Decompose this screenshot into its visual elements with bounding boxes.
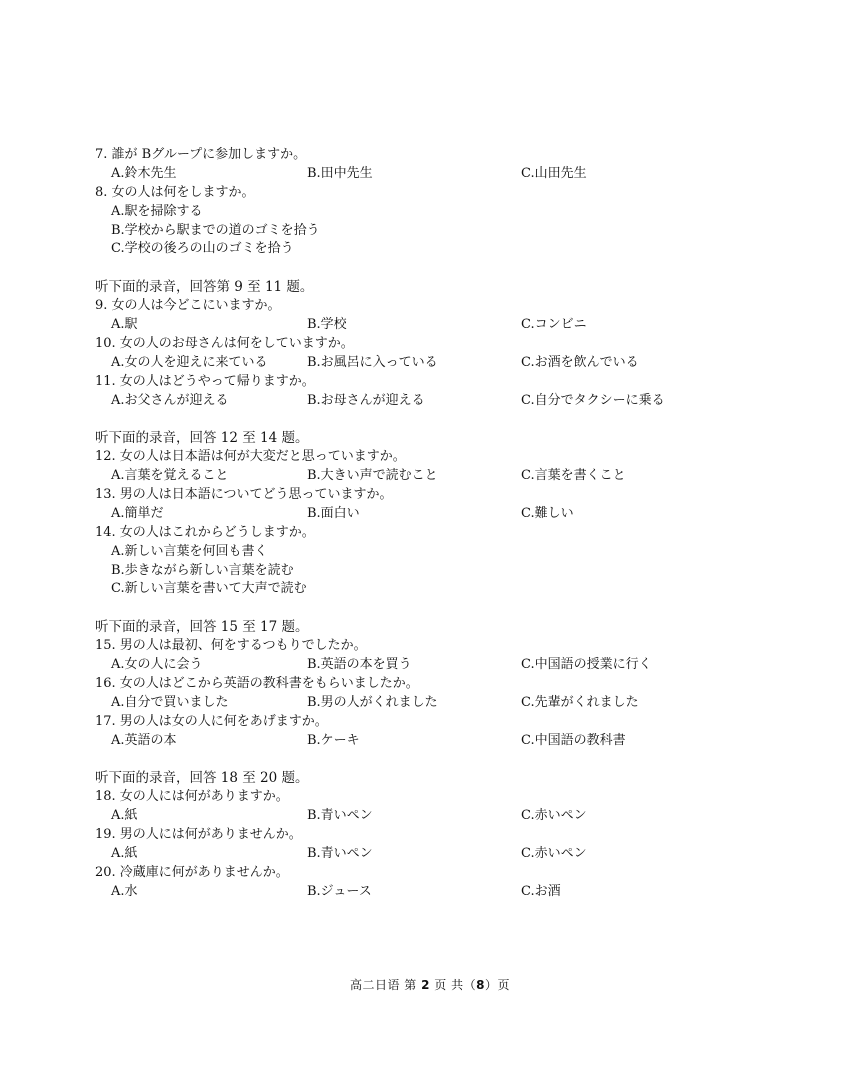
option-c: C.山田先生 (521, 165, 587, 181)
options-12 (95, 467, 795, 486)
options-18 (95, 807, 795, 826)
option-a: A.簡単だ (111, 505, 164, 521)
option-a: A.紙 (111, 845, 138, 861)
question-7: 7. 誰が Bグループに参加しますか。 (95, 147, 307, 162)
option-a: A.言葉を覚えること (111, 468, 229, 484)
option-c: C.赤いペン (521, 845, 587, 861)
option-a: A.駅を掃除する (111, 203, 203, 219)
option-c: C.新しい言葉を書いて大声で読む (111, 581, 307, 597)
option-c: C.中国語の授業に行く (521, 657, 652, 673)
question-13: 13. 男の人は日本語についてどう思っていますか。 (95, 487, 393, 503)
question-15: 15. 男の人は最初、何をするつもりでしたか。 (95, 638, 367, 654)
options-16 (95, 694, 795, 713)
spacer (95, 259, 795, 278)
options-9 (95, 316, 795, 335)
spacer (95, 599, 795, 618)
question-14: 14. 女の人はこれからどうしますか。 (95, 524, 315, 540)
option-c: C.学校の後ろの山のゴミを拾う (111, 241, 294, 257)
question-16: 16. 女の人はどこから英語の教科書をもらいましたか。 (95, 675, 419, 691)
option-c: C.お酒を飲んでいる (521, 354, 639, 370)
options-19 (95, 845, 795, 864)
page-number: 2 (421, 978, 430, 992)
section-heading: 听下面的录音，回答第 9 至 11 题。 (95, 279, 314, 296)
options-13 (95, 505, 795, 524)
option-b: B.ジュース (307, 883, 372, 899)
option-b: B.学校から駅までの道のゴミを拾う (111, 222, 320, 238)
question-20: 20. 冷蔵庫に何がありませんか。 (95, 864, 289, 880)
option-a: A.駅 (111, 317, 138, 333)
section-heading: 听下面的录音，回答 15 至 17 题。 (95, 619, 309, 636)
question-10: 10. 女の人のお母さんは何をしていますか。 (95, 335, 354, 351)
option-b: B.お風呂に入っている (307, 354, 438, 370)
options-10 (95, 354, 795, 373)
option-c: C.自分でタクシーに乗る (521, 392, 665, 408)
question-8: 8. 女の人は何をしますか。 (95, 184, 255, 200)
options-17 (95, 732, 795, 751)
question-19: 19. 男の人には何がありませんか。 (95, 827, 302, 843)
option-a: A.自分で買いました (111, 694, 229, 710)
option-b: B.田中先生 (307, 165, 373, 181)
option-b: B.大きい声で読むこと (307, 468, 438, 484)
option-b: B.男の人がくれました (307, 694, 438, 710)
options-7 (95, 165, 795, 184)
options-20 (95, 883, 795, 902)
page-footer (0, 976, 860, 993)
question-11: 11. 女の人はどうやって帰りますか。 (95, 373, 315, 389)
option-b: B.学校 (307, 317, 347, 333)
option-c: C.赤いペン (521, 808, 587, 824)
option-b: B.歩きながら新しい言葉を読む (111, 562, 294, 578)
option-b: B.お母さんが迎える (307, 392, 425, 408)
option-a: A.新しい言葉を何回も書く (111, 543, 268, 559)
option-c: C.お酒 (521, 883, 561, 899)
section-heading: 听下面的录音，回答 18 至 20 题。 (95, 770, 309, 787)
option-c: C.コンビニ (521, 317, 587, 333)
option-a: A.お父さんが迎える (111, 392, 229, 408)
option-a: A.水 (111, 883, 138, 899)
footer-suffix: ）页 (484, 978, 510, 992)
option-a: A.女の人を迎えに来ている (111, 354, 268, 370)
option-b: B.ケーキ (307, 732, 360, 748)
options-15 (95, 656, 795, 675)
option-c: C.先輩がくれました (521, 694, 639, 710)
option-c: C.中国語の教科書 (521, 732, 626, 748)
total-pages: 8 (476, 978, 485, 992)
option-a: A.紙 (111, 808, 138, 824)
question-9: 9. 女の人は今どこにいますか。 (95, 298, 281, 314)
option-a: A.鈴木先生 (111, 165, 177, 181)
option-a: A.女の人に会う (111, 657, 203, 673)
option-b: B.面白い (307, 505, 360, 521)
section-heading: 听下面的录音，回答 12 至 14 题。 (95, 430, 309, 447)
footer-prefix: 高二日语 第 (349, 978, 422, 992)
question-18: 18. 女の人には何がありますか。 (95, 789, 289, 805)
question-12: 12. 女の人は日本語は何が大変だと思っていますか。 (95, 449, 406, 465)
question-list (95, 146, 795, 902)
question-17: 17. 男の人は女の人に何をあげますか。 (95, 713, 328, 729)
spacer (95, 751, 795, 770)
option-b: B.青いペン (307, 808, 373, 824)
spacer (95, 410, 795, 429)
option-b: B.英語の本を買う (307, 657, 412, 673)
footer-middle: 页 共（ (429, 978, 477, 992)
option-c: C.言葉を書くこと (521, 468, 626, 484)
option-c: C.難しい (521, 505, 574, 521)
option-b: B.青いペン (307, 845, 373, 861)
option-a: A.英語の本 (111, 732, 177, 748)
options-11 (95, 392, 795, 411)
